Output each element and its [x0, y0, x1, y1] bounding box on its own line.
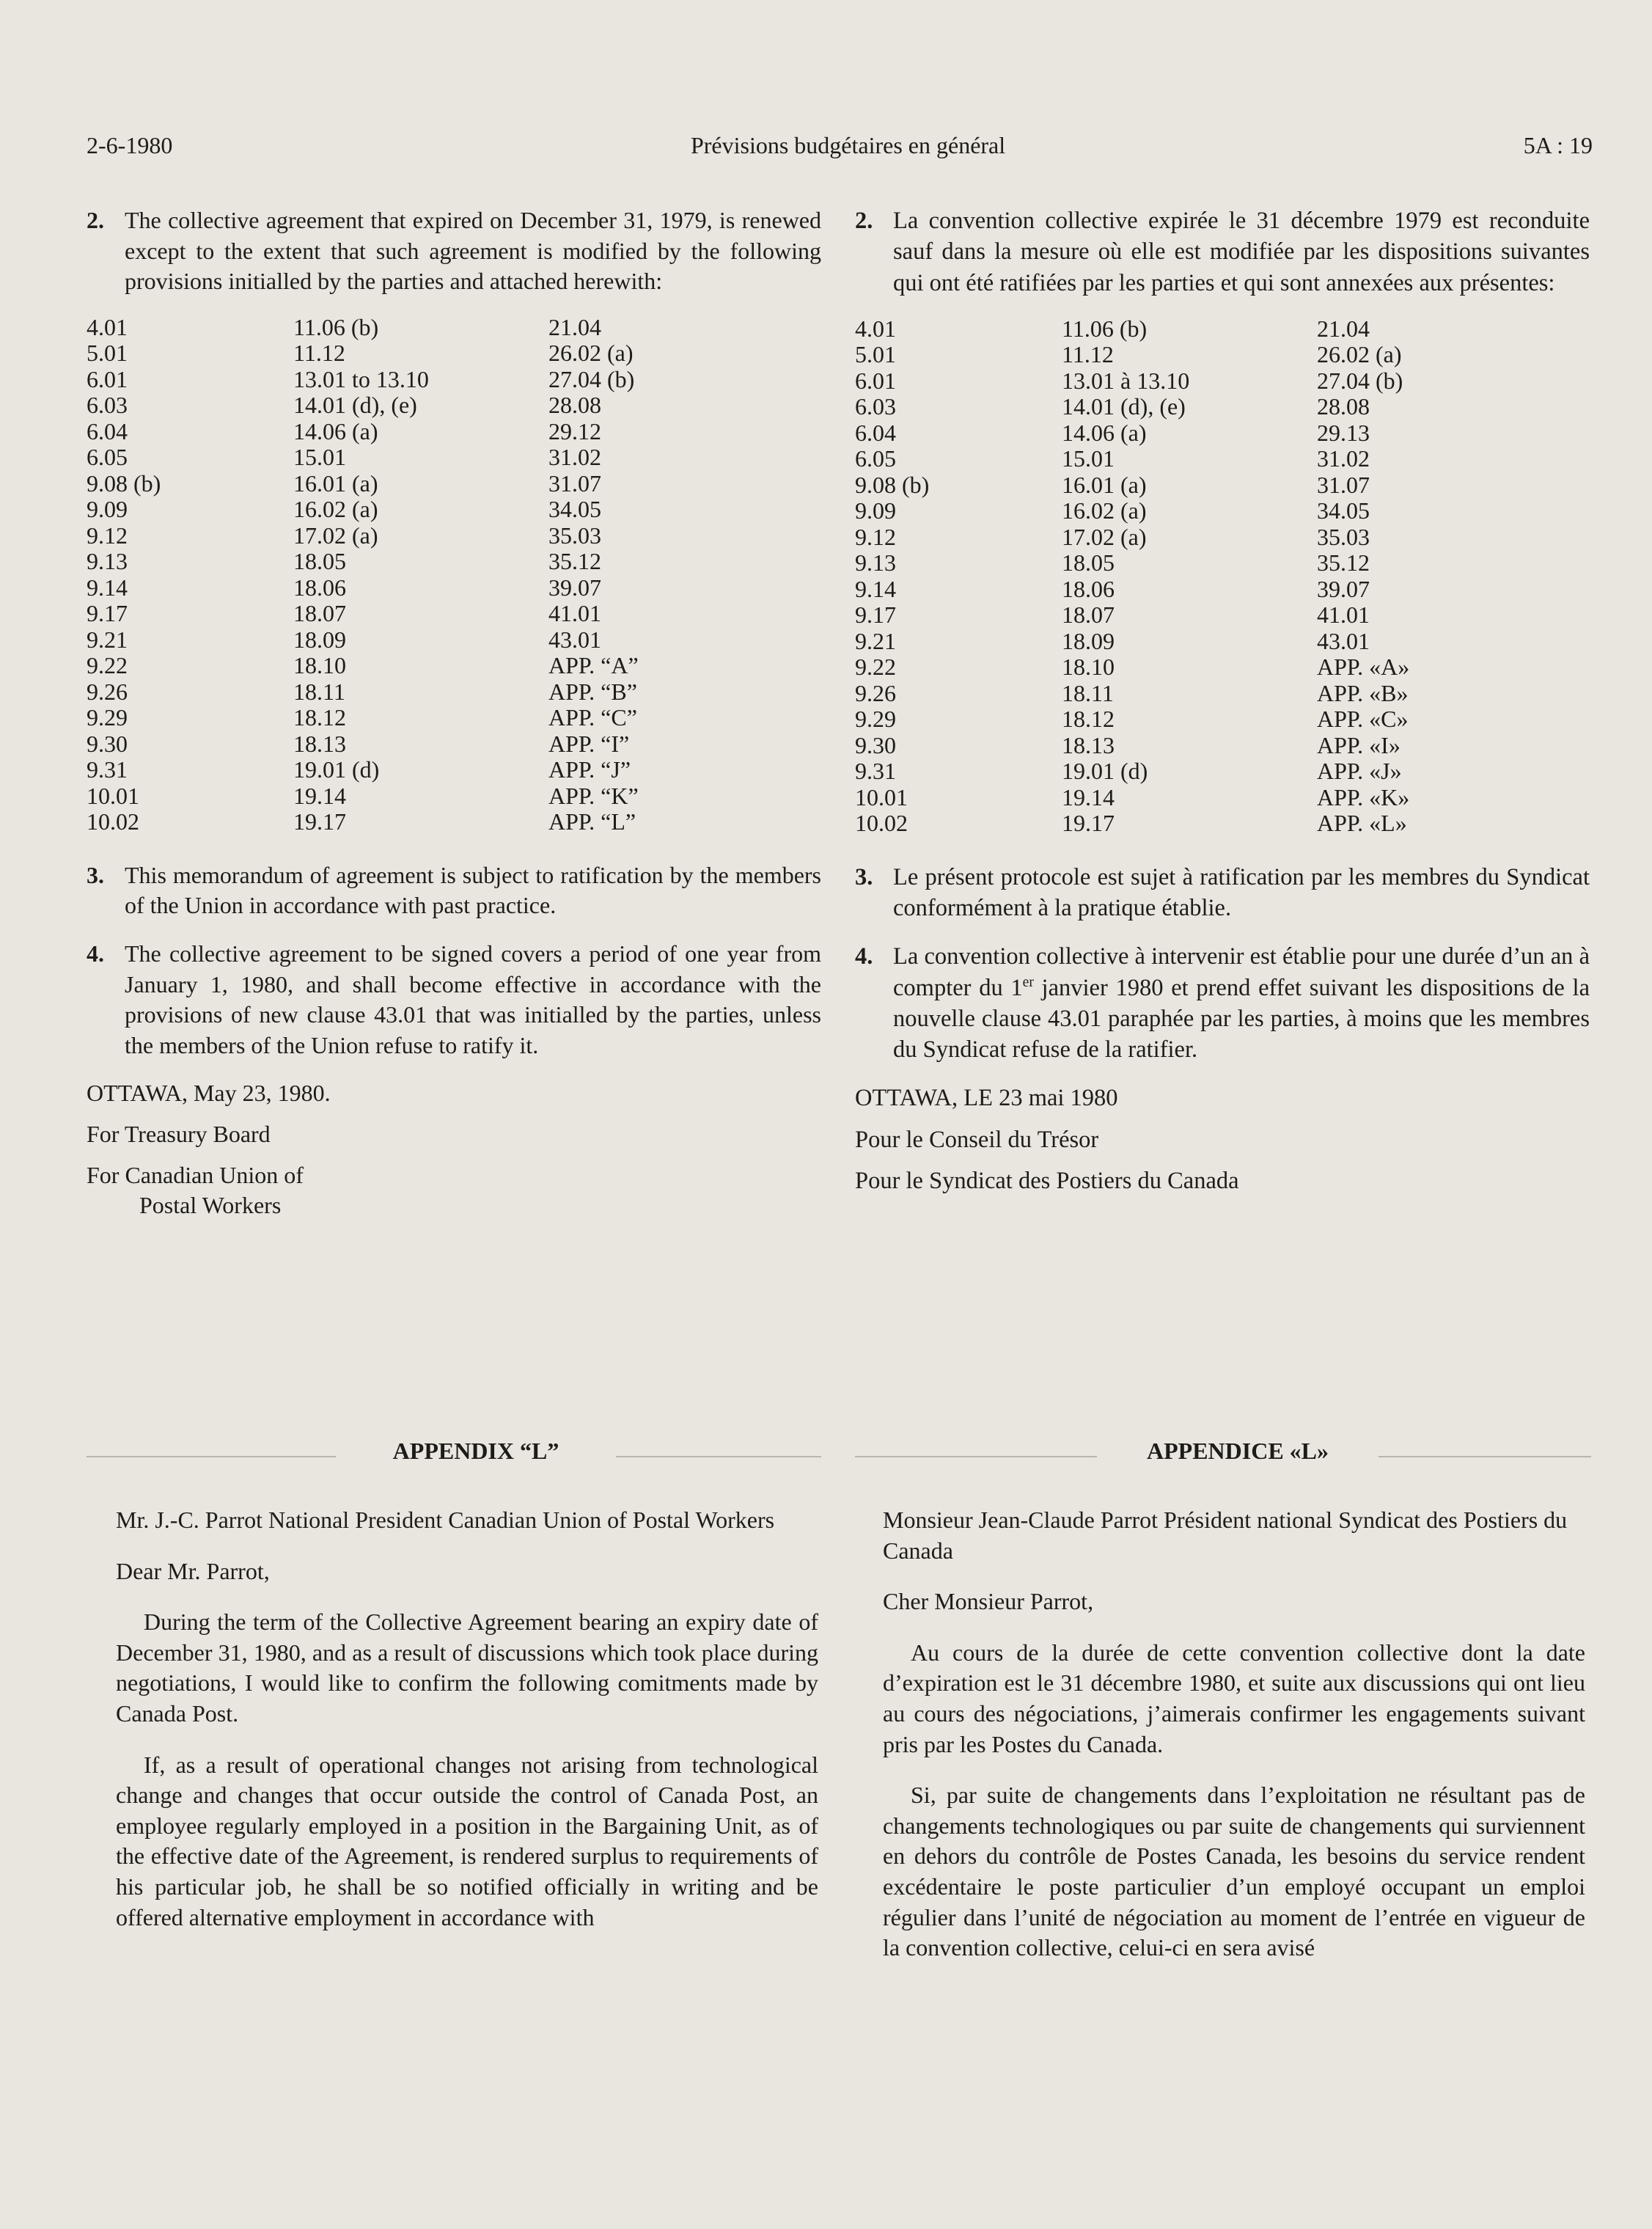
- provision-cell: 9.14: [855, 575, 896, 602]
- provision-cell: 11.06 (b): [1062, 315, 1148, 342]
- provision-cell: 18.09: [293, 626, 346, 653]
- provision-cell: 29.13: [1317, 419, 1370, 446]
- provision-cell: 13.01 to 13.10: [293, 365, 429, 392]
- en-signature-union-line2: Postal Workers: [139, 1192, 282, 1219]
- provision-cell: 11.12: [1062, 341, 1114, 368]
- item-number: 4.: [855, 943, 873, 970]
- provision-cell: 9.13: [87, 548, 128, 575]
- item-text: This memorandum of agreement is subject to ratification by the members of the Union in accordance with past practice.: [125, 861, 821, 919]
- provision-cell: 19.14: [293, 782, 346, 809]
- french-column: [855, 205, 1590, 1202]
- provision-cell: 18.05: [1062, 549, 1115, 577]
- provision-cell: 6.05: [855, 445, 896, 472]
- provision-cell: 27.04 (b): [1317, 367, 1403, 394]
- provision-cell: 27.04 (b): [548, 365, 635, 392]
- provision-cell: 6.01: [855, 367, 896, 394]
- appendix-letter-fr: [883, 1505, 1585, 1984]
- provision-cell: APP. «B»: [1317, 679, 1409, 706]
- provision-cell: 4.01: [855, 315, 896, 342]
- provision-cell: 19.14: [1062, 783, 1115, 810]
- provision-cell: 9.22: [855, 654, 896, 681]
- provision-cell: 18.12: [293, 704, 346, 731]
- provision-cell: APP. «L»: [1317, 810, 1407, 837]
- fr-place-date: OTTAWA, LE 23 mai 1980: [855, 1085, 1118, 1112]
- english-column: [87, 205, 821, 1221]
- provision-cell: 21.04: [548, 313, 601, 340]
- provision-cell: 9.30: [855, 731, 896, 758]
- provision-cell: 10.02: [87, 808, 139, 835]
- provision-cell: 4.01: [87, 313, 128, 340]
- provision-cell: 6.04: [87, 417, 128, 444]
- provision-cell: 10.01: [855, 783, 908, 810]
- provision-cell: 39.07: [548, 574, 601, 601]
- letter-addressee: Mr. J.-C. Parrot National President Canadian Union of Postal Workers: [116, 1507, 775, 1533]
- fr-provisions-table: [855, 316, 1590, 837]
- provision-cell: APP. «J»: [1317, 758, 1402, 785]
- superscript: er: [1022, 974, 1034, 990]
- provision-cell: 9.13: [855, 549, 896, 577]
- provision-cell: 9.14: [87, 574, 128, 601]
- header-title: Prévisions budgétaires en général: [690, 131, 1006, 158]
- item-number: 3.: [87, 861, 104, 888]
- provision-cell: 34.05: [1317, 497, 1370, 524]
- provision-cell: 21.04: [1317, 315, 1370, 342]
- provision-cell: 26.02 (a): [548, 340, 634, 367]
- provision-cell: 6.03: [87, 392, 128, 419]
- provision-cell: 31.07: [1317, 471, 1370, 498]
- letter-paragraph: If, as a result of operational changes not arising from technological change and changes that occur outside the control of Canada Post, an employee regularly employed in a position in the Bargaining Unit, as of the effective date of the Agreement, is rendered surplus to requirements of his particular job, he shall be so notified officially in writing and be offered alternative employment in accordance with: [116, 1751, 818, 1930]
- en-item-4: [87, 939, 821, 1061]
- fr-item-4: [855, 941, 1590, 1065]
- divider-rule: [855, 1456, 1097, 1457]
- provision-cell: 9.12: [87, 521, 128, 549]
- item-text-part: La convention collective à intervenir est établie pour une durée d’un an à compter du 1: [893, 943, 1590, 1001]
- provision-cell: APP. «K»: [1317, 783, 1410, 810]
- provision-cell: 14.01 (d), (e): [293, 392, 417, 419]
- header-date: 2-6-1980: [87, 131, 173, 158]
- provision-cell: 18.09: [1062, 627, 1115, 654]
- provision-cell: 16.02 (a): [1062, 497, 1147, 524]
- provision-cell: 43.01: [548, 626, 601, 653]
- item-text-part: janvier 1980 et prend effet suivant les dispositions de la nouvelle clause 43.01 paraphée par les parties, à moins que les membres du Syndicat refuse de la ratifier.: [893, 974, 1590, 1063]
- provision-cell: 6.03: [855, 393, 896, 420]
- provision-cell: APP. “J”: [548, 756, 631, 783]
- provision-cell: 17.02 (a): [293, 521, 378, 549]
- provision-cell: 17.02 (a): [1062, 523, 1147, 550]
- provision-cell: 9.21: [855, 627, 896, 654]
- appendix-title-fr: APPENDICE «L»: [1146, 1438, 1329, 1464]
- provision-cell: 18.11: [293, 678, 345, 705]
- provision-cell: APP. “I”: [548, 730, 630, 757]
- provision-cell: APP. “L”: [548, 808, 636, 835]
- provision-cell: 14.06 (a): [1062, 419, 1147, 446]
- provision-cell: APP. «A»: [1317, 654, 1410, 681]
- letter-addressee: Monsieur Jean-Claude Parrot Président national Syndicat des Postiers du Canada: [883, 1507, 1568, 1564]
- provision-cell: 18.13: [1062, 731, 1115, 758]
- provision-cell: 18.07: [293, 600, 346, 627]
- divider-rule: [1378, 1456, 1591, 1457]
- provision-cell: 19.17: [1062, 810, 1115, 837]
- provision-cell: 31.02: [1317, 445, 1370, 472]
- item-number: 2.: [87, 207, 104, 233]
- en-item-3: [87, 860, 821, 921]
- provision-cell: 9.22: [87, 652, 128, 679]
- provision-cell: 19.01 (d): [1062, 758, 1148, 785]
- provision-cell: 31.07: [548, 469, 601, 497]
- provision-cell: 13.01 à 13.10: [1062, 367, 1190, 394]
- item-text: The collective agreement to be signed covers a period of one year from January 1, 1980, and shall become effective in accordance with the provisions of new clause 43.01 that was initialled by the parties, unless the members of the Union refuse to ratify it.: [125, 940, 821, 1058]
- provision-cell: 5.01: [87, 340, 128, 367]
- provision-cell: 9.09: [87, 496, 128, 523]
- provision-cell: 18.07: [1062, 601, 1115, 629]
- provision-cell: 41.01: [548, 600, 601, 627]
- provision-cell: APP. “C”: [548, 704, 637, 731]
- en-signature-treasury: For Treasury Board: [87, 1120, 271, 1147]
- provision-cell: 9.29: [87, 704, 128, 731]
- provision-cell: APP. «I»: [1317, 731, 1400, 758]
- provision-cell: 9.26: [87, 678, 128, 705]
- provision-cell: 16.01 (a): [293, 469, 378, 497]
- provision-cell: 9.30: [87, 730, 128, 757]
- letter-salutation: Dear Mr. Parrot,: [116, 1557, 270, 1584]
- provision-cell: 9.17: [87, 600, 128, 627]
- provision-cell: 28.08: [548, 392, 601, 419]
- item-text: [893, 941, 1590, 1065]
- provision-cell: 35.03: [548, 521, 601, 549]
- provision-cell: APP. “K”: [548, 782, 639, 809]
- en-item-2: [87, 205, 821, 297]
- provision-cell: 26.02 (a): [1317, 341, 1402, 368]
- fr-signature-treasury: Pour le Conseil du Trésor: [855, 1126, 1099, 1153]
- provision-cell: 9.31: [855, 758, 896, 785]
- provision-cell: 18.05: [293, 548, 346, 575]
- item-number: 3.: [855, 863, 873, 890]
- provision-cell: 11.12: [293, 340, 345, 367]
- provision-cell: 15.01: [1062, 445, 1115, 472]
- provision-cell: 10.01: [87, 782, 139, 809]
- en-provisions-table: [87, 315, 821, 835]
- provision-cell: 11.06 (b): [293, 313, 379, 340]
- provision-cell: APP. «C»: [1317, 706, 1409, 733]
- provision-cell: 39.07: [1317, 575, 1370, 602]
- fr-item-2: [855, 205, 1590, 299]
- divider-rule: [616, 1456, 821, 1457]
- item-number: 4.: [87, 940, 104, 967]
- provision-cell: 43.01: [1317, 627, 1370, 654]
- provision-cell: 16.01 (a): [1062, 471, 1147, 498]
- provision-cell: 6.04: [855, 419, 896, 446]
- en-signature-union-line1: For Canadian Union of: [87, 1161, 304, 1188]
- letter-paragraph: Au cours de la durée de cette convention collective dont la date d’expiration est le 31 décembre 1980, et suite aux discussions qui ont lieu au cours des négociations, j’aimerais confirmer les engagements suivant pris par les Postes du Canada.: [883, 1639, 1585, 1757]
- provision-cell: 14.01 (d), (e): [1062, 393, 1186, 420]
- provision-cell: 9.08 (b): [87, 469, 161, 497]
- en-place-date: OTTAWA, May 23, 1980.: [87, 1080, 331, 1107]
- provision-cell: 35.12: [548, 548, 601, 575]
- provision-cell: 10.02: [855, 810, 908, 837]
- provision-cell: 19.17: [293, 808, 346, 835]
- provision-cell: 14.06 (a): [293, 417, 378, 444]
- provision-cell: 9.31: [87, 756, 128, 783]
- letter-paragraph: Si, par suite de changements dans l’exploitation ne résultant pas de changements technologiques ou par suite de changements qui surviennent en dehors du contrôle de Postes Canada, les besoins du service rendent excédentaire le poste particulier d’un employé occupant un emploi régulier dans l’unité de négociation au moment de l’entrée en vigueur de la convention collective, celui-ci en sera avisé: [883, 1782, 1585, 1961]
- provision-cell: 28.08: [1317, 393, 1370, 420]
- item-number: 2.: [855, 208, 873, 234]
- item-text: Le présent protocole est sujet à ratification par les membres du Syndicat conformément à la pratique établie.: [893, 863, 1590, 921]
- header-page-number: 5A : 19: [1523, 131, 1593, 158]
- item-text: La convention collective expirée le 31 décembre 1979 est reconduite sauf dans la mesure où elle est modifiée par les dispositions suivantes qui ont été ratifiées par les parties et qui sont annexées aux présentes:: [893, 208, 1590, 296]
- provision-cell: 9.09: [855, 497, 896, 524]
- provision-cell: 9.08 (b): [855, 471, 930, 498]
- provision-cell: 9.12: [855, 523, 896, 550]
- appendix-title-en: APPENDIX “L”: [392, 1438, 559, 1464]
- fr-signature-union: Pour le Syndicat des Postiers du Canada: [855, 1167, 1239, 1194]
- provision-cell: 31.02: [548, 444, 601, 471]
- provision-cell: 15.01: [293, 444, 346, 471]
- item-text: The collective agreement that expired on December 31, 1979, is renewed except to the extent that such agreement is modified by the following provisions initialled by the parties and attached herewith:: [125, 207, 821, 295]
- appendix-letter-en: [116, 1505, 818, 1953]
- provision-cell: 9.17: [855, 601, 896, 629]
- provision-cell: 18.13: [293, 730, 346, 757]
- provision-cell: 6.05: [87, 444, 128, 471]
- provision-cell: 16.02 (a): [293, 496, 378, 523]
- provision-cell: 18.06: [293, 574, 346, 601]
- page-header: [87, 123, 1593, 167]
- provision-cell: 9.21: [87, 626, 128, 653]
- provision-cell: 9.29: [855, 706, 896, 733]
- provision-cell: 9.26: [855, 679, 896, 706]
- fr-item-3: [855, 862, 1590, 924]
- provision-cell: 18.12: [1062, 706, 1115, 733]
- provision-cell: APP. “B”: [548, 678, 637, 705]
- letter-paragraph: During the term of the Collective Agreement bearing an expiry date of December 31, 1980, and as a result of discussions which took place during negotiations, I would like to confirm the following comitments made by Canada Post.: [116, 1608, 818, 1727]
- provision-cell: 29.12: [548, 417, 601, 444]
- provision-cell: 34.05: [548, 496, 601, 523]
- provision-cell: 41.01: [1317, 601, 1370, 629]
- provision-cell: APP. “A”: [548, 652, 639, 679]
- provision-cell: 35.03: [1317, 523, 1370, 550]
- provision-cell: 18.11: [1062, 679, 1114, 706]
- letter-salutation: Cher Monsieur Parrot,: [883, 1588, 1094, 1615]
- provision-cell: 6.01: [87, 365, 128, 392]
- provision-cell: 18.10: [293, 652, 346, 679]
- provision-cell: 5.01: [855, 341, 896, 368]
- divider-rule: [87, 1456, 336, 1457]
- provision-cell: 18.10: [1062, 654, 1115, 681]
- provision-cell: 19.01 (d): [293, 756, 380, 783]
- provision-cell: 35.12: [1317, 549, 1370, 577]
- provision-cell: 18.06: [1062, 575, 1115, 602]
